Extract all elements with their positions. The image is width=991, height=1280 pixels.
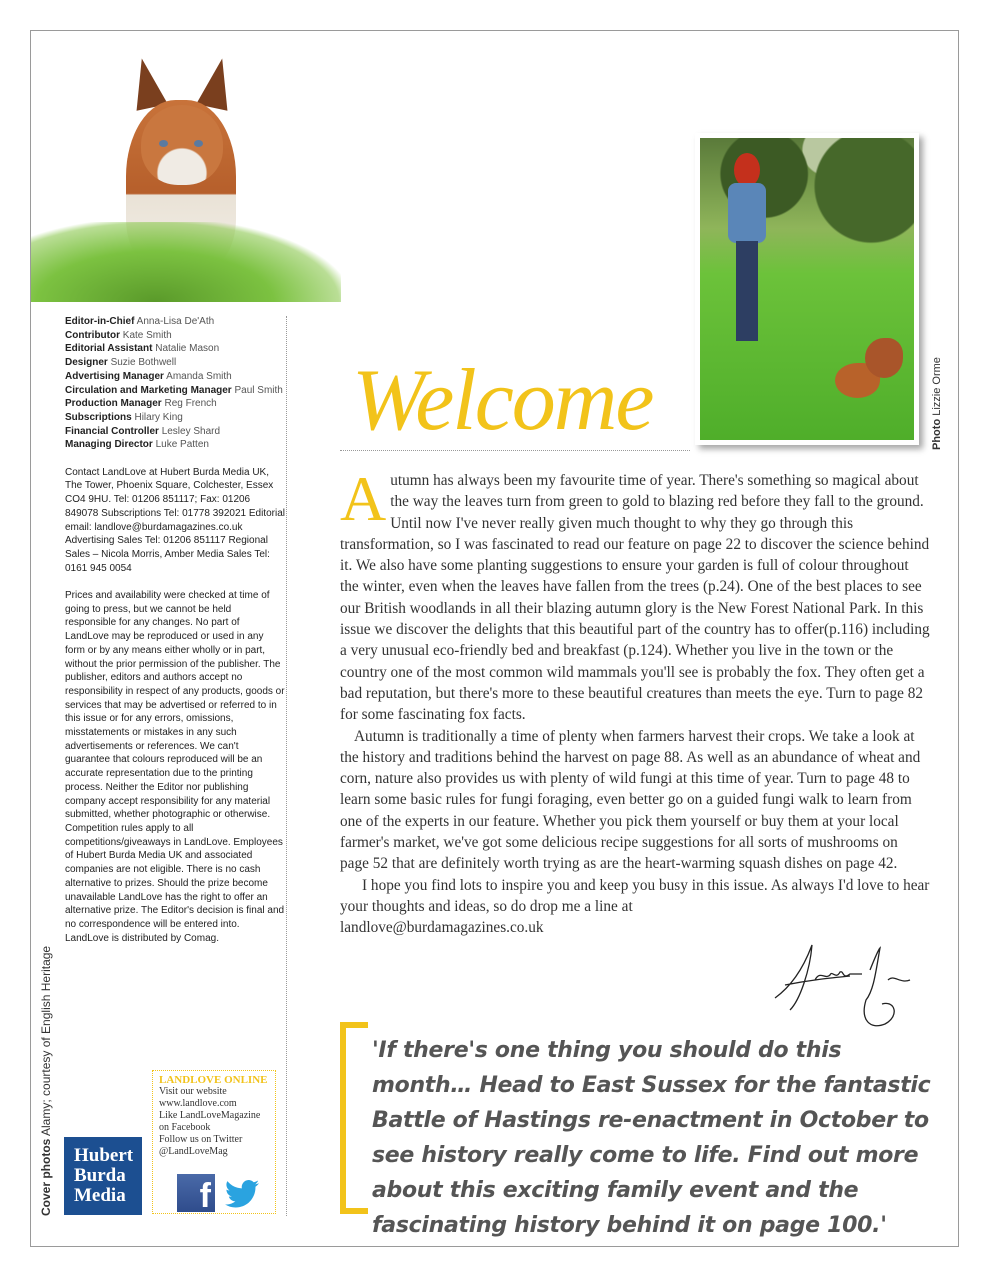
staff-entry	[65, 357, 176, 368]
paragraph: Autumn is traditionally a time of plenty when farmers harvest their crops. We take a look at the history and traditions behind the harvest on page 88. As well as an abundance of wheat and corn, nature also provides us with plenty of wild fungi at this time of year. Turn to page 48 to learn some basic rules for fungi foraging, even better go on a guided fungi walk to learn from one of the experts in our feature. Whether you pick them yourself or buy them at your local farmer's market, we've got some delicious recipe suggestions for all sorts of mushrooms on page 52 that are definitely worth trying as are the heart-warming squash dishes on page 42.	[340, 727, 921, 873]
staff-entry	[65, 426, 220, 437]
online-line: on Facebook	[159, 1122, 211, 1133]
legal-disclaimer: Prices and availability were checked at time of going to press, but we cannot be held responsible for any changes. No part of LandLove may be reproduced or used in any form or by any means either wholly or in part, without the prior permission of the publisher. The publisher, editors and authors accept no responsibility in respect of any products, goods or services that may be advertised or referred to in this issue or for any errors, omissions, misstatements or mistakes in any such advertisements or references. We can't guarantee that colours reproduced will be an accurate representation due to the printing process. Neither the Editor nor publishing company accept responsibility for any material submitted, whether photographic or otherwise. Competition rules apply to all competitions/giveaways in LandLove. Employees of Hubert Burda Media UK and associated companies are not eligible. There is no cash alternative to prizes. Should the prize become unavailable LandLove has the right to offer an alternative prize. The Editor's decision is final and no correspondence will be entered into. LandLove is distributed by Comag.	[65, 590, 285, 944]
staff-name: Paul Smith	[234, 384, 283, 396]
staff-role: Editorial Assistant	[65, 343, 153, 355]
staff-entry	[65, 330, 172, 341]
staff-name: Suzie Bothwell	[110, 357, 177, 369]
staff-name: Lesley Shard	[161, 425, 221, 437]
staff-name: Anna-Lisa De'Ath	[136, 316, 215, 327]
staff-entry	[65, 385, 283, 396]
staff-role: Circulation and Marketing Manager	[65, 384, 232, 396]
photo-credit: Photo Lizzie Orme	[931, 357, 943, 450]
editorial-body: Autumn has always been my favourite time of year. There's something so magical about the way the leaves turn from green to gold to blazing red before they fall to the ground. Until now I've never really given much thought to why they go through this transformation, so I was fascinated to read our feature on page 22 to discover the science behind it. We also have some planting suggestions to ensure your garden is full of colour throughout the winter, even when the leaves have fallen from the trees (p.24). One of the best places to see our British woodlands in all their blazing autumn glory is the New Forest National Park. In this issue we discover the delights that this beautiful part of the country has to offer(p.116) including a very unusual eco-friendly bed and breakfast (p.124). Whether you live in the town or the country one of the most common wild mammals you'll see is probably the fox. They often get a bad reputation, but there's more to these beautiful creatures than meets the eye. Turn to page 82 for some fascinating fox facts. Autumn is traditionally a time of plenty when farmers harvest their crops. We take a look at the history and traditions behind the harvest on page 88. As well as an abundance of wheat and corn, nature also provides us with plenty of wild fungi at this time of year. Turn to page 48 to learn some basic rules for fungi foraging, even better go on a guided fungi walk to learn from one of the experts in our feature. Whether you pick them yourself or buy them at your local farmer's market, we've got some delicious recipe suggestions for all sorts of mushrooms on page 52 that are definitely worth trying as are the heart-warming squash dishes on page 42. I hope you find lots to inspire you and keep you busy in this issue. As always I'd love to hear your thoughts and ideas, so do drop me a line at landlove@burdamagazines.co.uk	[340, 470, 930, 939]
landlove-online-box	[152, 1070, 276, 1214]
website-link[interactable]: www.landlove.com	[159, 1098, 237, 1109]
staff-role: Production Manager	[65, 398, 162, 410]
staff-list	[65, 315, 285, 452]
pull-quote: 'If there's one thing you should do this month… Head to East Sussex for the fantastic Battle of Hastings re-enactment in October to see history really come to life. Find out more about this exciting family event and the fascinating history behind it on page 100.'	[372, 1038, 931, 1238]
staff-name: Luke Patten	[155, 439, 209, 451]
online-line: Follow us on Twitter	[159, 1134, 243, 1145]
editor-photo	[695, 133, 919, 445]
staff-role: Managing Director	[65, 439, 153, 451]
staff-entry	[65, 398, 217, 409]
cover-credit: Cover photos Alamy; courtesy of English Heritage	[39, 945, 53, 1216]
column-divider	[286, 316, 287, 1216]
paragraph: I hope you find lots to inspire you and keep you busy in this issue. As always I'd love to hear your thoughts and ideas, so do drop me a line at	[340, 876, 930, 915]
drop-cap: A	[340, 463, 387, 534]
contact-info: Contact LandLove at Hubert Burda Media UK, The Tower, Phoenix Square, Colchester, Essex CO4 9HU. Tel: 01206 851117; Fax: 01206 849078 Subscriptions Tel: 01778 392021 Editorial email: landlove@burdamagazines.co.uk Advertising Sales Tel: 01206 851117 Regional Sales – Nicola Morris, Amber Media Sales Tel: 0161 945 0054	[65, 466, 285, 574]
staff-entry	[65, 412, 183, 423]
staff-name: Reg French	[164, 398, 217, 410]
masthead	[65, 315, 285, 959]
staff-role: Financial Controller	[65, 425, 159, 437]
staff-role: Contributor	[65, 329, 120, 341]
staff-name: Kate Smith	[122, 329, 172, 341]
signature	[770, 940, 920, 1030]
staff-role: Designer	[65, 357, 108, 369]
facebook-icon[interactable]: f	[177, 1174, 215, 1212]
online-line: Like LandLoveMagazine	[159, 1110, 261, 1121]
staff-role: Advertising Manager	[65, 370, 164, 382]
twitter-icon[interactable]	[225, 1179, 259, 1209]
staff-entry	[65, 371, 232, 382]
online-line: Visit our website	[159, 1086, 227, 1097]
page-title: Welcome	[352, 352, 653, 449]
staff-role: Subscriptions	[65, 411, 132, 423]
staff-entry	[65, 343, 219, 354]
title-divider	[340, 450, 690, 451]
fox-cub-image	[31, 40, 341, 302]
contact-email[interactable]: landlove@burdamagazines.co.uk	[340, 919, 544, 937]
twitter-handle[interactable]: @LandLoveMag	[159, 1146, 228, 1157]
staff-entry	[65, 439, 209, 450]
staff-name: Amanda Smith	[166, 370, 232, 382]
staff-role: Editor-in-Chief	[65, 316, 135, 327]
staff-name: Hilary King	[134, 411, 183, 423]
staff-name: Natalie Mason	[155, 343, 220, 355]
staff-entry	[65, 316, 214, 327]
online-title: LANDLOVE ONLINE	[159, 1074, 268, 1086]
hubert-burda-media-logo: Hubert Burda Media	[64, 1137, 142, 1215]
quote-bracket	[340, 1022, 368, 1214]
